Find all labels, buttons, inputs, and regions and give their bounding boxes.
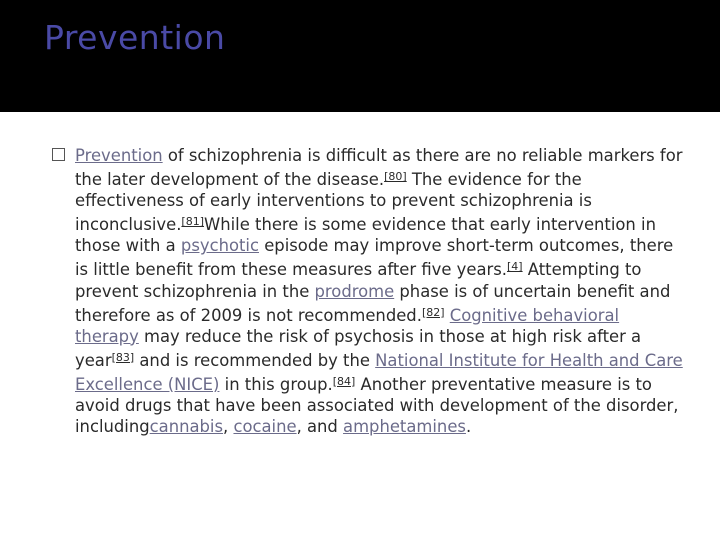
reference-84[interactable]: [84] (332, 374, 356, 388)
paragraph-text: episode may improve short-term outcomes, there is little benefit from these measures after five years. (75, 236, 674, 280)
link-prodrome[interactable]: prodrome (314, 281, 395, 301)
paragraph-text: may reduce the risk of psychosis in those at high risk after a year (75, 326, 642, 370)
title-bar (0, 0, 720, 112)
paragraph-text: and is recommended by the (134, 350, 376, 370)
reference-4[interactable]: [4] (506, 260, 523, 274)
paragraph-text: The evidence for the effectiveness of early interventions to prevent schizophrenia is inconclusive. (75, 170, 592, 235)
reference-81[interactable]: [81] (181, 215, 205, 229)
link-psychotic[interactable]: psychotic (180, 236, 259, 256)
reference-82[interactable]: [82] (421, 305, 445, 319)
reference-80[interactable]: [80] (384, 170, 407, 184)
slide-title: Prevention (44, 18, 226, 57)
paragraph-text: phase is of uncertain benefit and therefore as of 2009 is not recommended. (75, 281, 671, 325)
link-cognitive-behavioral-therapy[interactable]: Cognitive behavioral therapy (75, 305, 620, 346)
paragraph-text: , and (296, 417, 344, 437)
paragraph-text: . (465, 417, 472, 437)
paragraph-text: , (223, 417, 234, 437)
reference-83[interactable]: [83] (111, 350, 135, 364)
paragraph-text: While there is some evidence that early intervention in those with a (75, 215, 656, 256)
bullet-icon (52, 148, 65, 161)
link-amphetamines[interactable]: amphetamines (343, 417, 466, 437)
link-cocaine[interactable]: cocaine (233, 417, 297, 437)
paragraph-text: Attempting to prevent schizophrenia in the (75, 260, 642, 301)
slide-body (0, 112, 720, 540)
paragraph-text: Another preventative measure is to avoid drugs that have been associated with development of the disorder, including (75, 374, 679, 437)
paragraph-text: of schizophrenia is difficult as there are no reliable markers for the later development of the disease. (75, 146, 683, 190)
link-cannabis[interactable]: cannabis (149, 417, 224, 437)
paragraph-text: in this group. (219, 374, 333, 394)
link-nice[interactable]: National Institute for Health and Care Excellence (NICE) (75, 350, 683, 394)
link-prevention[interactable]: Prevention (75, 146, 163, 165)
body-paragraph (75, 145, 685, 437)
